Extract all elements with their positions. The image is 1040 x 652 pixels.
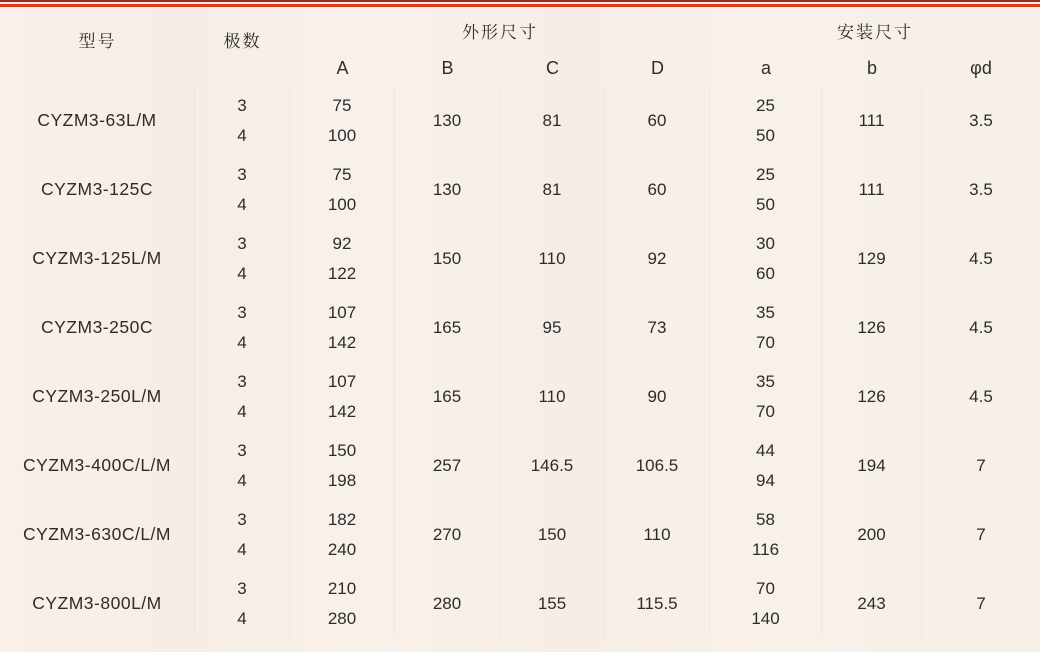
- model-cell: CYZM3-250L/M: [0, 362, 195, 431]
- header-col-B: B: [441, 57, 454, 78]
- dim-A-value-4p: 100: [327, 195, 357, 215]
- dim-a-cell: [710, 293, 822, 362]
- poles-value-3p: 3: [237, 95, 247, 115]
- poles-value-4p: 4: [237, 609, 247, 629]
- dim-phid-cell: 4.5: [969, 317, 993, 337]
- dim-A-value-3p: 150: [327, 440, 357, 460]
- dim-A-value-4p: 142: [327, 333, 357, 353]
- dim-D-cell: 60: [605, 155, 710, 224]
- poles-value-4p: 4: [237, 126, 247, 146]
- dim-a-value-3p: 25: [756, 164, 775, 184]
- dim-C-cell: 81: [500, 155, 605, 224]
- dim-a-value-3p: 70: [756, 578, 775, 598]
- dim-a-value-3p: 58: [756, 509, 775, 529]
- model-cell: CYZM3-800L/M: [0, 569, 195, 638]
- poles-value-4p: 4: [237, 333, 247, 353]
- dim-b-cell: 200: [822, 500, 922, 569]
- dim-B-cell: 165: [395, 293, 500, 362]
- dim-A-cell: [290, 362, 395, 431]
- header-col-a: a: [760, 57, 771, 78]
- header-col-b: b: [866, 57, 877, 78]
- dim-A-cell: [290, 86, 395, 155]
- dim-A-cell: [290, 569, 395, 638]
- poles-value-3p: 3: [237, 371, 247, 391]
- dim-B-cell: 150: [395, 224, 500, 293]
- dim-D-cell: 73: [605, 293, 710, 362]
- table-row: [0, 293, 1040, 362]
- dim-B-cell: 270: [395, 500, 500, 569]
- dim-C-cell: 81: [500, 86, 605, 155]
- dim-b-cell: 111: [822, 86, 922, 155]
- dim-A-value-4p: 122: [327, 264, 357, 284]
- dim-A-cell: [290, 431, 395, 500]
- dim-D-cell: 106.5: [605, 431, 710, 500]
- table-row: [0, 155, 1040, 224]
- dim-phid-cell: 3.5: [969, 110, 993, 130]
- header-col-A: A: [336, 57, 349, 78]
- header-col-C: C: [546, 57, 559, 78]
- dim-B-cell: 257: [395, 431, 500, 500]
- dim-phid-cell: 3.5: [969, 179, 993, 199]
- dim-b-cell: 194: [822, 431, 922, 500]
- dim-A-value-3p: 107: [327, 302, 357, 322]
- dim-A-value-3p: 182: [327, 509, 357, 529]
- dim-A-cell: [290, 500, 395, 569]
- dim-b-cell: 126: [822, 293, 922, 362]
- dim-A-cell: [290, 155, 395, 224]
- dim-A-cell: [290, 293, 395, 362]
- dim-a-cell: [710, 431, 822, 500]
- dim-A-value-3p: 107: [327, 371, 357, 391]
- poles-cell: [195, 362, 290, 431]
- dim-a-value-3p: 25: [756, 95, 775, 115]
- header-col-D: D: [651, 57, 664, 78]
- poles-value-4p: 4: [237, 471, 247, 491]
- dim-a-cell: [710, 224, 822, 293]
- dim-A-value-4p: 280: [327, 609, 357, 629]
- dim-D-cell: 115.5: [605, 569, 710, 638]
- dim-a-value-3p: 30: [756, 233, 775, 253]
- model-cell: CYZM3-400C/L/M: [0, 431, 195, 500]
- poles-value-3p: 3: [237, 509, 247, 529]
- dim-B-cell: 165: [395, 362, 500, 431]
- dim-a-cell: [710, 155, 822, 224]
- dim-A-value-4p: 100: [327, 126, 357, 146]
- dim-a-value-4p: 140: [751, 609, 780, 629]
- dim-A-value-4p: 198: [327, 471, 357, 491]
- table-header: [0, 8, 1040, 84]
- dim-b-cell: 126: [822, 362, 922, 431]
- poles-value-4p: 4: [237, 540, 247, 560]
- dim-phid-cell: 4.5: [969, 248, 993, 268]
- poles-cell: [195, 224, 290, 293]
- header-outline-dimensions: 外形尺寸: [462, 22, 538, 42]
- dim-A-cell: [290, 224, 395, 293]
- table-row: [0, 224, 1040, 293]
- model-cell: CYZM3-250C: [0, 293, 195, 362]
- dim-a-value-3p: 35: [756, 371, 775, 391]
- dim-D-cell: 92: [605, 224, 710, 293]
- model-cell: CYZM3-125L/M: [0, 224, 195, 293]
- poles-value-3p: 3: [237, 440, 247, 460]
- poles-value-4p: 4: [237, 264, 247, 284]
- dim-C-cell: 110: [500, 362, 605, 431]
- header-poles: 极数: [223, 31, 262, 51]
- dim-C-cell: 146.5: [500, 431, 605, 500]
- dim-a-value-3p: 35: [756, 302, 775, 322]
- poles-value-3p: 3: [237, 164, 247, 184]
- table-body: [0, 86, 1040, 638]
- header-mounting-dimensions: 安装尺寸: [837, 22, 913, 42]
- poles-value-3p: 3: [237, 302, 247, 322]
- dim-a-value-4p: 94: [756, 471, 775, 491]
- dim-a-value-3p: 44: [756, 440, 775, 460]
- table-row: [0, 362, 1040, 431]
- dim-A-value-3p: 92: [332, 233, 352, 253]
- poles-cell: [195, 500, 290, 569]
- dim-a-cell: [710, 362, 822, 431]
- table-row: [0, 86, 1040, 155]
- table-row: [0, 500, 1040, 569]
- dim-B-cell: 280: [395, 569, 500, 638]
- dim-a-cell: [710, 86, 822, 155]
- dim-D-cell: 90: [605, 362, 710, 431]
- header-model: 型号: [78, 31, 117, 51]
- dim-phid-cell: 4.5: [969, 386, 993, 406]
- dim-C-cell: 155: [500, 569, 605, 638]
- table-row: [0, 431, 1040, 500]
- poles-cell: [195, 86, 290, 155]
- table-row: [0, 569, 1040, 638]
- dim-phid-cell: 7: [976, 455, 986, 475]
- dim-b-cell: 129: [822, 224, 922, 293]
- model-cell: CYZM3-125C: [0, 155, 195, 224]
- dim-D-cell: 60: [605, 86, 710, 155]
- dim-B-cell: 130: [395, 155, 500, 224]
- dim-a-value-4p: 50: [756, 126, 775, 146]
- dim-A-value-3p: 75: [332, 164, 352, 184]
- dim-A-value-4p: 240: [327, 540, 357, 560]
- header-col-phid: φd: [970, 57, 992, 78]
- dim-C-cell: 110: [500, 224, 605, 293]
- dim-a-cell: [710, 569, 822, 638]
- dim-phid-cell: 7: [976, 593, 986, 613]
- model-cell: CYZM3-63L/M: [0, 86, 195, 155]
- poles-cell: [195, 293, 290, 362]
- poles-value-4p: 4: [237, 195, 247, 215]
- poles-cell: [195, 431, 290, 500]
- dim-a-value-4p: 116: [751, 540, 780, 560]
- dim-b-cell: 111: [822, 155, 922, 224]
- dim-a-value-4p: 60: [756, 264, 775, 284]
- dim-a-value-4p: 50: [756, 195, 775, 215]
- poles-cell: [195, 569, 290, 638]
- dim-A-value-4p: 142: [327, 402, 357, 422]
- dim-a-cell: [710, 500, 822, 569]
- dim-a-value-4p: 70: [756, 333, 775, 353]
- dim-B-cell: 130: [395, 86, 500, 155]
- model-cell: CYZM3-630C/L/M: [0, 500, 195, 569]
- dim-a-value-4p: 70: [756, 402, 775, 422]
- poles-value-3p: 3: [237, 578, 247, 598]
- dim-phid-cell: 7: [976, 524, 986, 544]
- dim-A-value-3p: 75: [332, 95, 352, 115]
- dim-C-cell: 95: [500, 293, 605, 362]
- dim-b-cell: 243: [822, 569, 922, 638]
- poles-cell: [195, 155, 290, 224]
- poles-value-3p: 3: [237, 233, 247, 253]
- dim-D-cell: 110: [605, 500, 710, 569]
- dim-C-cell: 150: [500, 500, 605, 569]
- poles-value-4p: 4: [237, 402, 247, 422]
- dim-A-value-3p: 210: [327, 578, 357, 598]
